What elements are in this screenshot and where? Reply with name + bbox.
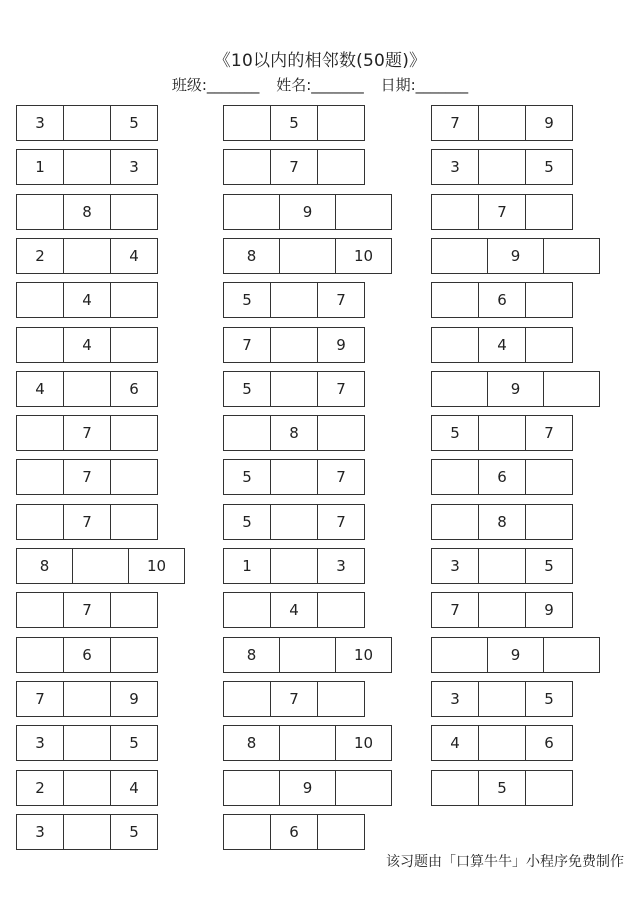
answer-box[interactable] [63, 725, 111, 761]
number-box: 5 [525, 681, 573, 717]
number-box: 10 [335, 725, 392, 761]
number-box: 8 [63, 194, 111, 230]
problem-grid [16, 105, 616, 850]
problem-row [16, 814, 158, 850]
answer-box[interactable] [63, 681, 111, 717]
problem-row [431, 105, 573, 141]
problem-row [223, 814, 365, 850]
number-box: 4 [110, 770, 158, 806]
problem-row [16, 548, 185, 584]
number-box: 3 [16, 725, 64, 761]
number-box: 4 [110, 238, 158, 274]
answer-box[interactable] [270, 504, 318, 540]
problem-row [223, 725, 392, 761]
problem-row [16, 504, 158, 540]
answer-box[interactable] [543, 238, 600, 274]
name-field: 姓名:_______ [276, 76, 364, 94]
number-box: 8 [270, 415, 318, 451]
answer-box[interactable] [279, 238, 336, 274]
answer-box[interactable] [270, 548, 318, 584]
number-box: 3 [110, 149, 158, 185]
answer-box[interactable] [335, 194, 392, 230]
number-box: 9 [279, 770, 336, 806]
problem-row [431, 504, 573, 540]
problem-row [223, 504, 365, 540]
number-box: 10 [335, 637, 392, 673]
number-box: 3 [431, 681, 479, 717]
problem-row [16, 415, 158, 451]
problem-row [223, 592, 365, 628]
answer-box[interactable] [279, 725, 336, 761]
answer-box[interactable] [110, 415, 158, 451]
problem-row [16, 327, 158, 363]
answer-box[interactable] [431, 504, 479, 540]
answer-box[interactable] [431, 282, 479, 318]
answer-box[interactable] [543, 637, 600, 673]
answer-box[interactable] [110, 637, 158, 673]
number-box: 2 [16, 238, 64, 274]
answer-box[interactable] [431, 327, 479, 363]
problem-row [223, 105, 365, 141]
number-box: 8 [478, 504, 526, 540]
problem-row [16, 282, 158, 318]
problem-row [431, 770, 573, 806]
answer-box[interactable] [543, 371, 600, 407]
number-box: 1 [16, 149, 64, 185]
answer-box[interactable] [270, 327, 318, 363]
problem-row [431, 238, 600, 274]
number-box: 10 [335, 238, 392, 274]
answer-box[interactable] [279, 637, 336, 673]
number-box: 7 [270, 681, 318, 717]
problem-row [223, 459, 365, 495]
problem-row [431, 725, 573, 761]
number-box: 4 [478, 327, 526, 363]
number-box: 9 [487, 238, 544, 274]
number-box: 10 [128, 548, 185, 584]
number-box: 7 [317, 459, 365, 495]
number-box: 5 [223, 371, 271, 407]
number-box: 7 [431, 592, 479, 628]
answer-box[interactable] [223, 194, 280, 230]
problem-row [431, 282, 573, 318]
answer-box[interactable] [431, 459, 479, 495]
problem-row [431, 548, 573, 584]
number-box: 5 [110, 814, 158, 850]
answer-box[interactable] [72, 548, 129, 584]
problem-row [16, 371, 158, 407]
answer-box[interactable] [270, 371, 318, 407]
number-box: 5 [431, 415, 479, 451]
answer-box[interactable] [110, 194, 158, 230]
answer-box[interactable] [223, 415, 271, 451]
number-box: 8 [223, 725, 280, 761]
problem-row [431, 637, 600, 673]
problem-row [16, 681, 158, 717]
answer-box[interactable] [431, 371, 488, 407]
answer-box[interactable] [223, 149, 271, 185]
answer-box[interactable] [478, 681, 526, 717]
student-info [0, 74, 640, 95]
answer-box[interactable] [16, 504, 64, 540]
problem-row [223, 149, 365, 185]
answer-box[interactable] [431, 770, 479, 806]
answer-box[interactable] [317, 592, 365, 628]
problem-row [223, 238, 392, 274]
class-field: 班级:_______ [171, 76, 260, 94]
number-box: 5 [110, 725, 158, 761]
number-box: 6 [63, 637, 111, 673]
number-box: 7 [63, 415, 111, 451]
problem-row [431, 415, 573, 451]
answer-box[interactable] [317, 415, 365, 451]
problem-row [431, 592, 573, 628]
number-box: 8 [223, 238, 280, 274]
answer-box[interactable] [223, 592, 271, 628]
number-box: 9 [317, 327, 365, 363]
answer-box[interactable] [63, 371, 111, 407]
answer-box[interactable] [270, 459, 318, 495]
number-box: 4 [16, 371, 64, 407]
answer-box[interactable] [525, 770, 573, 806]
answer-box[interactable] [525, 327, 573, 363]
problem-row [16, 105, 158, 141]
number-box: 7 [270, 149, 318, 185]
answer-box[interactable] [431, 238, 488, 274]
number-box: 2 [16, 770, 64, 806]
answer-box[interactable] [63, 238, 111, 274]
answer-box[interactable] [110, 459, 158, 495]
number-box: 7 [525, 415, 573, 451]
answer-box[interactable] [525, 504, 573, 540]
answer-box[interactable] [223, 681, 271, 717]
answer-box[interactable] [270, 282, 318, 318]
number-box: 9 [525, 105, 573, 141]
answer-box[interactable] [478, 415, 526, 451]
number-box: 9 [487, 637, 544, 673]
number-box: 3 [16, 814, 64, 850]
number-box: 7 [63, 504, 111, 540]
problem-row [16, 149, 158, 185]
number-box: 6 [270, 814, 318, 850]
number-box: 8 [16, 548, 73, 584]
problem-row [16, 238, 158, 274]
number-box: 4 [431, 725, 479, 761]
answer-box[interactable] [478, 548, 526, 584]
problem-row [431, 371, 600, 407]
problem-row [223, 194, 392, 230]
answer-box[interactable] [478, 725, 526, 761]
number-box: 7 [63, 592, 111, 628]
problem-row [223, 415, 365, 451]
number-box: 3 [431, 149, 479, 185]
answer-box[interactable] [525, 282, 573, 318]
problem-row [431, 681, 573, 717]
answer-box[interactable] [525, 194, 573, 230]
number-box: 3 [16, 105, 64, 141]
answer-box[interactable] [110, 327, 158, 363]
number-box: 5 [478, 770, 526, 806]
answer-box[interactable] [16, 415, 64, 451]
problem-row [431, 149, 573, 185]
number-box: 7 [431, 105, 479, 141]
number-box: 5 [525, 149, 573, 185]
number-box: 5 [223, 504, 271, 540]
problem-row [223, 371, 365, 407]
number-box: 4 [63, 327, 111, 363]
problem-row [223, 327, 365, 363]
answer-box[interactable] [223, 770, 280, 806]
answer-box[interactable] [317, 681, 365, 717]
number-box: 3 [431, 548, 479, 584]
answer-box[interactable] [317, 149, 365, 185]
answer-box[interactable] [63, 814, 111, 850]
number-box: 7 [478, 194, 526, 230]
problem-row [223, 548, 365, 584]
answer-box[interactable] [478, 105, 526, 141]
answer-box[interactable] [63, 149, 111, 185]
answer-box[interactable] [335, 770, 392, 806]
number-box: 1 [223, 548, 271, 584]
number-box: 7 [317, 371, 365, 407]
number-box: 9 [525, 592, 573, 628]
answer-box[interactable] [431, 637, 488, 673]
problem-row [223, 637, 392, 673]
problem-row [16, 770, 158, 806]
answer-box[interactable] [16, 459, 64, 495]
problem-row [223, 282, 365, 318]
number-box: 5 [110, 105, 158, 141]
date-field: 日期:_______ [380, 76, 469, 94]
number-box: 7 [63, 459, 111, 495]
problem-row [16, 725, 158, 761]
number-box: 7 [317, 504, 365, 540]
answer-box[interactable] [16, 194, 64, 230]
number-box: 6 [110, 371, 158, 407]
answer-box[interactable] [110, 592, 158, 628]
number-box: 9 [110, 681, 158, 717]
number-box: 6 [478, 282, 526, 318]
footer-credit: 该习题由「口算牛牛」小程序免费制作 [386, 854, 624, 870]
problem-row [431, 194, 573, 230]
problem-row [16, 194, 158, 230]
answer-box[interactable] [63, 770, 111, 806]
answer-box[interactable] [63, 105, 111, 141]
problem-row [223, 770, 392, 806]
number-box: 9 [279, 194, 336, 230]
problem-row [16, 459, 158, 495]
answer-box[interactable] [317, 105, 365, 141]
problem-row [16, 637, 158, 673]
number-box: 7 [223, 327, 271, 363]
number-box: 7 [317, 282, 365, 318]
answer-box[interactable] [478, 592, 526, 628]
answer-box[interactable] [16, 592, 64, 628]
answer-box[interactable] [317, 814, 365, 850]
number-box: 8 [223, 637, 280, 673]
number-box: 9 [487, 371, 544, 407]
answer-box[interactable] [431, 194, 479, 230]
answer-box[interactable] [16, 327, 64, 363]
problem-row [431, 327, 573, 363]
number-box: 5 [525, 548, 573, 584]
number-box: 5 [223, 459, 271, 495]
number-box: 4 [63, 282, 111, 318]
number-box: 6 [478, 459, 526, 495]
problem-row [16, 592, 158, 628]
answer-box[interactable] [223, 105, 271, 141]
problem-row [431, 459, 573, 495]
number-box: 4 [270, 592, 318, 628]
answer-box[interactable] [223, 814, 271, 850]
number-box: 6 [525, 725, 573, 761]
number-box: 5 [270, 105, 318, 141]
worksheet-title: 《10以内的相邻数(50题)》 [213, 51, 427, 71]
answer-box[interactable] [525, 459, 573, 495]
number-box: 7 [16, 681, 64, 717]
number-box: 5 [223, 282, 271, 318]
answer-box[interactable] [16, 282, 64, 318]
answer-box[interactable] [110, 282, 158, 318]
answer-box[interactable] [110, 504, 158, 540]
problem-row [223, 681, 365, 717]
answer-box[interactable] [16, 637, 64, 673]
number-box: 3 [317, 548, 365, 584]
answer-box[interactable] [478, 149, 526, 185]
